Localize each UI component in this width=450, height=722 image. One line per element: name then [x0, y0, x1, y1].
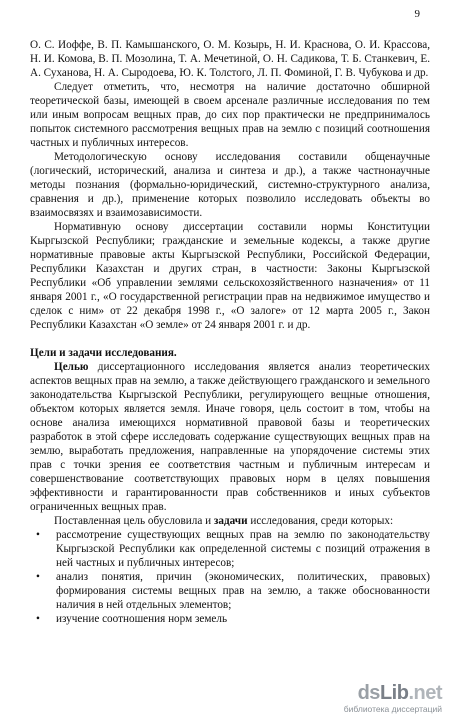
paragraph-goal: [30, 360, 430, 514]
list-item: • изучение соотношения норм земель: [30, 612, 430, 626]
goal-lead: Целью: [54, 361, 89, 373]
watermark-subtitle: библиотека диссертаций: [343, 704, 442, 714]
list-item: • анализ понятия, причин (экономических, политических, правовых) формирования системы вещных прав на землю, а также обоснованности наличия в ней отдельных элементов;: [30, 570, 430, 612]
paragraph-normative-basis: Нормативную основу диссертации составили нормы Конституции Кыргызской Республики; гражданские и земельные кодексы, а также другие нормативные правовые акты Кыргызской Республики, Российской Федерации, Республики Казахстан и других стран, в частности: Законы Кыргызской Республики «Об управлении землями сельскохозяйственного назначения» от 11 января 2001 г., «О государственной регистрации прав на недвижимое имущество и сделок с ним» от 22 декабря 1998 г., «О залоге» от 12 марта 2005 г., Закон Республики Казахстан «О земле» от 24 января 2001 г. и др.: [30, 221, 430, 331]
dslib-logo: dsLib.net: [357, 682, 442, 704]
tasks-post: исследования, среди которых:: [247, 515, 394, 527]
page-content: [30, 38, 430, 626]
section-heading: Цели и задачи исследования.: [30, 347, 177, 359]
paragraph-note: Следует отметить, что, несмотря на наличие достаточно обширной теоретической базы, имеющей в своем арсенале различные исследования по тем или иным вопросам вещных прав, до сих пор практически не предпринималось попыток системного рассмотрения вещных прав на землю с позиций соотношения частных и публичных интересов.: [30, 81, 430, 149]
dslib-watermark: [312, 682, 442, 716]
goal-text: диссертационного исследования является анализ теоретических аспектов вещных прав на землю, а также действующего гражданского и земельного законодательства Кыргызской Республики, регулирующего вещные отношения, объектом которых является земля. Иначе говоря, цель состоит в том, чтобы на основе анализа имеющихся нормативной правовой базы и теоретических разработок в этой сфере исследовать содержание существующих вещных прав на землю, выработать предложения, направленные на упорядочение системы этих прав с точки зрения ее соответствия частным и публичным интересам и совершенствование соответствующих правовых норм в целях повышения эффективности и гарантированности прав собственников и иных субъектов ограниченных вещных прав.: [30, 361, 430, 513]
tasks-list: [30, 528, 430, 626]
list-item: • рассмотрение существующих вещных прав на землю по законодательству Кыргызской Республики как определенной системы с позиций отражения в ней частных и публичных интересов;: [30, 528, 430, 570]
paragraph-methodology: Методологическую основу исследования составили общенаучные (логический, исторический, анализа и синтеза и др.), а также частнонаучные методы познания (формально-юридический, системно-структурного анализа, сравнения и др.), применение которых позволило исследовать объекты во взаимосвязях и взаимозависимости.: [30, 151, 430, 219]
paragraph-tasks: [30, 514, 430, 528]
tasks-word: задачи: [213, 515, 248, 527]
paragraph-authors: О. С. Иоффе, В. П. Камышанского, О. М. Козырь, Н. И. Краснова, О. И. Крассова, Н. И. Комова, В. П. Мозолина, Т. А. Мечетиной, О. Н. Садикова, Т. Б. Станкевич, Е. А. Суханова, Н. А. Сыродоева, Ю. К. Толстого, Л. П. Фоминой, Г. В. Чубукова и др.: [30, 39, 430, 79]
tasks-pre: Поставленная цель обусловила и: [54, 515, 214, 527]
page-number: 9: [414, 8, 420, 20]
